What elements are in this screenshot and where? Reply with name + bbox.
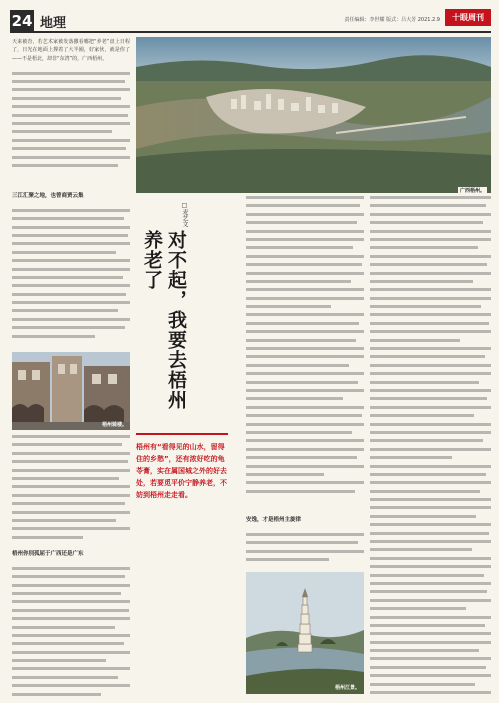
editor-meta: 责任编辑：李世耀 版式：吕大芳 2021.2.9 bbox=[344, 17, 440, 23]
street-caption: 梧州骑楼。 bbox=[101, 422, 127, 428]
arcade-street-image bbox=[12, 352, 130, 430]
brand-badge: 十眼周刊 bbox=[445, 9, 491, 26]
pull-quote: 梧州有“看得见的山水，留得住的乡愁”，还有浓好吃的龟苓膏，实在属国城之外的好去处，若要觅平价宁静养老，不妨到梧州走走看。 bbox=[136, 433, 228, 501]
section1-continued bbox=[12, 435, 130, 547]
section3-text bbox=[246, 516, 364, 568]
page-number: 24 bbox=[11, 12, 33, 30]
pagoda-caption: 梧州江景。 bbox=[334, 685, 360, 691]
intro-text bbox=[12, 38, 130, 186]
pagoda-photo bbox=[246, 572, 364, 694]
aerial-city-photo bbox=[136, 37, 491, 193]
byline: □麦艺文 bbox=[181, 202, 188, 227]
aerial-city-image bbox=[136, 37, 491, 193]
pagoda-image bbox=[246, 572, 364, 694]
section1-text bbox=[12, 192, 130, 348]
middle-column-text bbox=[246, 196, 364, 512]
section2-text bbox=[12, 550, 130, 698]
section-head-1: 三江汇聚之地，也曾商贾云集 bbox=[12, 193, 84, 199]
arcade-street-photo bbox=[12, 352, 130, 430]
aerial-caption: 广西梧州。 bbox=[459, 188, 485, 193]
section-head-2: 梧州你别孤屈于广西还是广东 bbox=[12, 551, 84, 557]
section-head-3: 安逸，才是梧州主旋律 bbox=[246, 517, 302, 523]
section-title: 地理 bbox=[40, 16, 67, 31]
header-rule bbox=[10, 31, 491, 33]
headline: 对不起，我要去梧州养老了 bbox=[141, 230, 187, 410]
intro-paragraph: 天来被沓，若艺术家被发落撒看哪把“养老”盘上日程了，日光在地面上撑着了大半圈，好家伙，就是你了——不是梧北，却非“东湾”的，广西梧州。 bbox=[12, 39, 130, 62]
right-column-text bbox=[370, 196, 491, 696]
